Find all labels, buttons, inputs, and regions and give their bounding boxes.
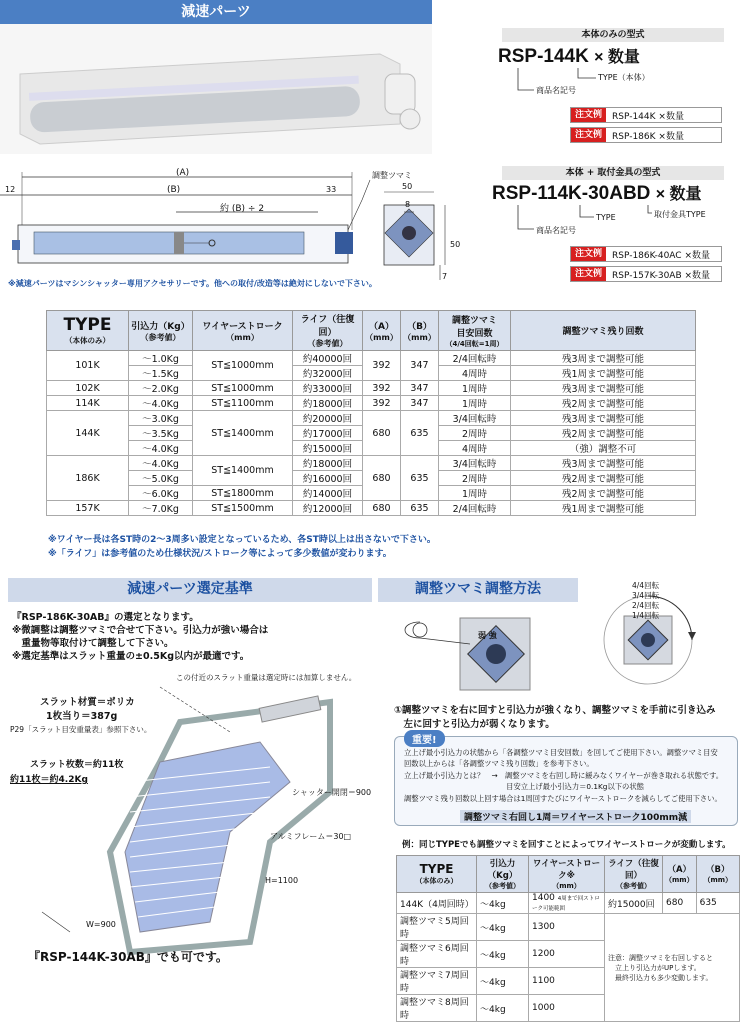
ex-wire-value: 1400 (532, 893, 555, 903)
adjust-title: 調整ツマミ調整方法 (378, 578, 578, 602)
table-row (47, 411, 696, 426)
th-turns: 調整ツマミ (451, 315, 497, 326)
th-b: （B） (407, 321, 432, 332)
cell-remain: 残3周まで調整可能 (511, 411, 696, 426)
cell-pull: ～4.0Kg (129, 396, 193, 411)
ex-cell-wire: 1200 (529, 941, 605, 968)
order-chip: 注文例 (571, 128, 606, 142)
ex-th-type-sub: （本体のみ） (415, 877, 458, 885)
cell-remain: 残2周まで調整可能 (511, 486, 696, 501)
cell-pull: ～5.0Kg (129, 471, 193, 486)
selection-line-4: ※選定基準はスラット重量の±0.5Kg以内が最適です。 (12, 651, 250, 662)
selection-note-top: この付近のスラット重量は選定時には加算しません。 (176, 673, 357, 682)
cell-b: 347 (401, 381, 439, 396)
cell-life: 約14000回 (293, 486, 363, 501)
selection-material: スラット材質＝ポリカ (40, 697, 135, 708)
selection-open: シャッター開閉＝900 (292, 788, 372, 797)
ex-note-1: 注意：調整ツマミを右回しすると (608, 953, 713, 962)
ex-cell-wire: 1100 (529, 968, 605, 995)
ex-th-a-sub: （mm） (665, 876, 694, 884)
ex-cell-pull: ～4kg (477, 893, 529, 914)
cell-turns: 4周時 (439, 441, 511, 456)
body-bracket-suffix: × 数量 (655, 186, 702, 203)
cell-remain: 残1周まで調整可能 (511, 501, 696, 516)
product-photo-art (0, 24, 432, 154)
dim-h7: 7 (442, 272, 448, 281)
th-turns-sub: （4/4回転=1周） (445, 339, 504, 348)
cell-turns: 2周時 (439, 471, 511, 486)
ex-cell-life: 約15000回 (605, 893, 663, 914)
order-chip: 注文例 (571, 247, 606, 261)
th-pull-sub: （参考値） (140, 332, 181, 342)
ex-th-pull: 引込力（Kg） (487, 859, 518, 881)
selection-frame: アルミフレーム＝30□ (270, 832, 352, 841)
body-only-suffix: × 数量 (594, 49, 640, 66)
order-example: RSP-186K ×数量 (612, 131, 684, 142)
cell-remain: 残1周まで調整可能 (511, 366, 696, 381)
body-bracket-leaders (500, 203, 680, 237)
ex-cell-wire (529, 893, 605, 914)
selection-line-2: ※微調整は調整ツマミで合せて下さい。引込力が強い場合は (12, 625, 269, 636)
cell-pull: ～3.5Kg (129, 426, 193, 441)
ex-note-2: 立上り引込力がUPします。 (608, 963, 701, 972)
cell-b: 635 (401, 501, 439, 516)
selection-line-1: 『RSP-186K-30AB』の選定となります。 (12, 612, 199, 623)
cell-wire: ST≦1500mm (193, 501, 293, 516)
example-header-row (397, 856, 740, 893)
ex-cell-type: 調整ツマミ6周回時 (397, 941, 477, 968)
cell-life: 約15000回 (293, 441, 363, 456)
cell-remain: 残2周まで調整可能 (511, 396, 696, 411)
cell-type: 102K (47, 381, 129, 396)
cell-wire: ST≦1100mm (193, 396, 293, 411)
cell-type: 186K (47, 456, 129, 501)
turn-label-4: 1/4回転 (632, 611, 660, 620)
selection-ref: P29「スラット目安重量表」参照下さい。 (10, 725, 152, 734)
ex-cell-pull: ～4kg (477, 914, 529, 941)
dim-left: 12 (5, 185, 16, 194)
cell-b: 635 (401, 411, 439, 456)
body-bracket-order-1 (570, 246, 722, 262)
table-row (47, 381, 696, 396)
selection-title: 減速パーツ選定基準 (8, 578, 372, 602)
selection-count: スラット枚数＝約11枚 (30, 760, 124, 770)
ex-cell-wire: 1000 (529, 995, 605, 1022)
order-example: RSP-186K-40AC ×数量 (612, 250, 710, 261)
turn-label-2: 3/4回転 (632, 591, 660, 600)
cell-life: 約16000回 (293, 471, 363, 486)
ex-th-wire: ワイヤーストローク※ (532, 859, 601, 881)
table-row (397, 893, 740, 914)
spec-header-row (47, 311, 696, 351)
cell-a: 680 (363, 411, 401, 456)
imp-line-2: 回数以上からは「各調整ツマミ残り回数」を参考下さい。 (404, 759, 594, 768)
adjust-rule: 調整ツマミ右回し1周＝ワイヤーストローク100mm減 (460, 810, 691, 823)
order-example: RSP-144K ×数量 (612, 111, 684, 122)
ex-cell-type: 調整ツマミ5周回時 (397, 914, 477, 941)
cell-pull: ～3.0Kg (129, 411, 193, 426)
adjust-instruction-2: 左に回すと引込力が弱くなります。 (394, 719, 555, 730)
cell-wire: ST≦1800mm (193, 486, 293, 501)
knob-text: 弱 強 (478, 631, 497, 640)
cell-b: 635 (401, 456, 439, 501)
cell-turns: 2/4回転時 (439, 501, 511, 516)
ex-cell-wire: 1300 (529, 914, 605, 941)
order-example: RSP-157K-30AB ×数量 (612, 270, 711, 281)
order-chip: 注文例 (571, 267, 606, 281)
dim-w50: 50 (402, 182, 413, 191)
table-row (47, 456, 696, 471)
imp-line-4: 目安立上げ最小引込力＝0.1Kg以下の状態 (404, 782, 644, 791)
cell-pull: ～7.0Kg (129, 501, 193, 516)
ex-cell-a: 680 (663, 893, 697, 914)
selection-line-3: 重量物等取付けて調整して下さい。 (12, 638, 174, 649)
cell-remain: 残3周まで調整可能 (511, 456, 696, 471)
ex-wire-note: 4周まで回ストローク可能範囲 (532, 896, 600, 912)
cell-a: 392 (363, 381, 401, 396)
selection-alt: 『RSP-144K-30AB』でも可です。 (28, 950, 228, 964)
cell-b: 347 (401, 351, 439, 381)
cell-life: 約17000回 (293, 426, 363, 441)
spec-note-1: ※ワイヤー長は各ST時の2～3周多い設定となっているため、各ST時以上は出さないで下さい。 (48, 535, 436, 545)
body-only-model-code: RSP-144K (498, 46, 589, 67)
cell-remain: 残2周まで調整可能 (511, 471, 696, 486)
cell-remain: 残3周まで調整可能 (511, 351, 696, 366)
cell-pull: ～1.5Kg (129, 366, 193, 381)
adjust-instruction-1: ①調整ツマミを右に回すと引込力が強くなり、調整ツマミを手前に引き込み (394, 705, 716, 716)
cell-pull: ～1.0Kg (129, 351, 193, 366)
cell-life: 約18000回 (293, 396, 363, 411)
body-only-label: 本体のみの型式 (502, 28, 724, 42)
cell-life: 約12000回 (293, 501, 363, 516)
cell-wire: ST≦1000mm (193, 351, 293, 381)
selection-w: W=900 (86, 920, 116, 929)
body-only-product-code: 商品名記号 (536, 86, 576, 95)
ex-cell-pull: ～4kg (477, 941, 529, 968)
th-pull: 引込力（Kg） (131, 321, 190, 332)
th-type: TYPE (63, 315, 112, 335)
dim-knob: 調整ツマミ (372, 171, 412, 180)
cell-type: 144K (47, 411, 129, 456)
cell-life: 約18000回 (293, 456, 363, 471)
turn-label-1: 4/4回転 (632, 581, 660, 590)
cell-turns: 1周時 (439, 381, 511, 396)
selection-h: H=1100 (265, 876, 299, 885)
important-tag: 重要! (404, 730, 445, 747)
table-row (397, 914, 740, 941)
body-bracket-model-code: RSP-114K-30ABD (492, 183, 651, 204)
cell-turns: 3/4回転時 (439, 411, 511, 426)
cell-pull: ～6.0Kg (129, 486, 193, 501)
knob-front-illustration (390, 600, 550, 700)
cell-type: 101K (47, 351, 129, 381)
table-row (47, 501, 696, 516)
body-only-model (498, 44, 640, 68)
body-bracket-product-code: 商品名記号 (536, 226, 576, 235)
cell-life: 約40000回 (293, 351, 363, 366)
ex-th-pull-sub: （参考値） (485, 882, 520, 890)
ex-note-3: 最終引込力も多少変動します。 (608, 973, 713, 982)
cell-pull: ～4.0Kg (129, 441, 193, 456)
th-wire-sub: （mm） (226, 332, 259, 342)
th-type-sub: （本体のみ） (65, 336, 110, 345)
page-title: 減速パーツ (0, 0, 432, 24)
ex-th-wire-sub: （mm） (552, 882, 581, 890)
ex-cell-type: 144K（4周回時） (397, 893, 477, 914)
dim-w8: 8 (405, 200, 411, 209)
dim-half: 約 (B) ÷ 2 (220, 204, 265, 214)
ex-th-type: TYPE (419, 862, 454, 876)
ex-cell-type: 調整ツマミ8周回時 (397, 995, 477, 1022)
ex-th-b: （B） (706, 865, 730, 875)
selection-weight: 1枚当り＝387g (46, 711, 118, 722)
ex-cell-pull: ～4kg (477, 995, 529, 1022)
cell-life: 約32000回 (293, 366, 363, 381)
cell-a: 392 (363, 351, 401, 381)
cell-turns: 3/4回転時 (439, 456, 511, 471)
cell-type: 114K (47, 396, 129, 411)
cell-type: 157K (47, 501, 129, 516)
cell-turns: 2/4回転時 (439, 351, 511, 366)
cell-life: 約33000回 (293, 381, 363, 396)
th-turns2: 目安回数 (456, 328, 493, 339)
ex-th-a: （A） (667, 865, 692, 875)
cell-remain: 残2周まで調整可能 (511, 426, 696, 441)
cell-pull: ～4.0Kg (129, 456, 193, 471)
cell-wire: ST≦1400mm (193, 456, 293, 486)
dim-a: (A) (176, 168, 190, 178)
body-bracket-model (492, 181, 701, 205)
cell-wire: ST≦1400mm (193, 411, 293, 456)
ex-cell-b: 635 (696, 893, 739, 914)
cell-life: 約20000回 (293, 411, 363, 426)
cell-turns: 2周時 (439, 426, 511, 441)
body-only-type-note: TYPE（本体） (598, 73, 650, 82)
cell-a: 680 (363, 456, 401, 501)
cell-pull: ～2.0Kg (129, 381, 193, 396)
body-only-order-1 (570, 107, 722, 123)
ex-th-b-sub: （mm） (703, 876, 733, 884)
ex-cell-pull: ～4kg (477, 968, 529, 995)
th-remain: 調整ツマミ残り回数 (562, 327, 644, 337)
body-bracket-type-note: TYPE (596, 213, 616, 222)
selection-total: 約11枚＝約4.2Kg (10, 775, 88, 785)
cell-wire: ST≦1000mm (193, 381, 293, 396)
spec-body (47, 351, 696, 516)
th-wire: ワイヤーストローク (202, 321, 283, 332)
example-table (396, 855, 740, 1022)
example-caption: 例：同じTYPEでも調整ツマミを回すことによってワイヤーストロークが変動します。 (402, 840, 731, 850)
body-bracket-label: 本体 + 取付金具の型式 (502, 166, 724, 180)
table-row (47, 396, 696, 411)
cell-turns: 1周時 (439, 486, 511, 501)
th-life: ライフ（往復回） (300, 315, 355, 338)
th-life-sub: （参考値） (307, 339, 348, 348)
th-b-sub: （mm） (403, 332, 436, 342)
spec-note-2: ※「ライフ」は参考値のため仕様状況/ストローク等によって多少数値が変わります。 (48, 549, 392, 559)
imp-line-5: 調整ツマミ残り回数以上回す場合は1周回すたびにワイヤーストロークを減らしてご使用下さい。 (404, 794, 722, 803)
product-photo (0, 24, 432, 154)
body-only-order-2 (570, 127, 722, 143)
cell-remain: 残3周まで調整可能 (511, 381, 696, 396)
turn-label-3: 2/4回転 (632, 601, 660, 610)
ex-th-life: ライフ（往復回） (608, 859, 659, 881)
cell-turns: 4周時 (439, 366, 511, 381)
order-chip: 注文例 (571, 108, 606, 122)
th-a-sub: （mm） (365, 332, 398, 342)
imp-line-1: 立上げ最小引込力の状態から「各調整ツマミ目安回数」を回してご使用下さい。調整ツマミ目安 (404, 748, 718, 757)
dim-right: 33 (326, 185, 337, 194)
dim-h50: 50 (450, 240, 461, 249)
cell-b: 347 (401, 396, 439, 411)
dim-b: (B) (167, 185, 181, 195)
cell-a: 680 (363, 501, 401, 516)
ex-th-life-sub: （参考値） (616, 882, 651, 890)
th-a: （A） (369, 321, 394, 332)
cell-remain: （強）調整不可 (511, 441, 696, 456)
body-bracket-bracket-note: 取付金具TYPE (654, 210, 706, 219)
cell-a: 392 (363, 396, 401, 411)
table-row (47, 351, 696, 366)
ex-cell-type: 調整ツマミ7周回時 (397, 968, 477, 995)
body-bracket-order-2 (570, 266, 722, 282)
cell-turns: 1周時 (439, 396, 511, 411)
ex-note-cell (605, 914, 740, 1022)
dimension-warning: ※減速パーツはマシンシャッター専用アクセサリーです。他への取付/改造等は絶対にしないで下さい。 (8, 279, 377, 288)
spec-table (46, 310, 696, 516)
imp-line-3: 立上げ最小引込力とは？ → 調整ツマミを右回し時に緩みなくワイヤーが巻き取れる状態です。 (404, 771, 724, 780)
